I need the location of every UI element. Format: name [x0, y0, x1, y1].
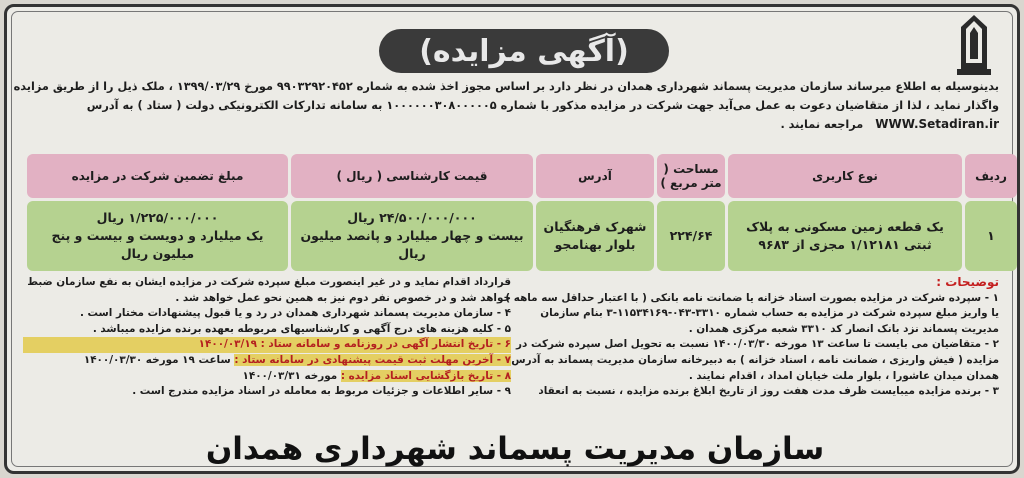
note-3: ۳ - برنده مزایده میبایست ظرف مدت هفت روز از تاریخ ابلاغ برنده مزایده ، نسبت به انعقاد	[538, 385, 999, 398]
note-8-label: ۸ - تاریخ بازگشایی اسناد مزایده :	[340, 369, 511, 382]
cell-index: ۱	[965, 201, 1017, 271]
header-deposit: مبلغ تضمین شرکت در مزایده	[27, 154, 288, 198]
cell-address: شهرک فرهنگیان بلوار بهنامجو	[536, 201, 654, 271]
note-7-label: ۷ - آخرین مهلت ثبت قیمت پیشنهادی در سامانه ستاد :	[234, 353, 511, 366]
municipality-logo-icon	[951, 13, 997, 79]
notes-column-left	[23, 275, 511, 400]
notes-title: توضیحات :	[936, 275, 999, 289]
cell-area: ۲۲۴/۶۴	[657, 201, 725, 271]
price-number: ۲۴/۵۰۰/۰۰۰/۰۰۰ ریال	[347, 210, 477, 225]
note-3-continued: قرارداد اقدام نماید و در غیر اینصورت مبلغ سپرده شرکت در مزایده ایشان به نفع سازمان ضبط خواهد شد و در خصوص نفر دوم نیز به همین نحو عمل خواهد شد .	[27, 276, 511, 304]
deposit-words: یک میلیارد و دویست و بیست و پنج میلیون ریال	[51, 228, 264, 261]
deposit-number: ۱/۲۲۵/۰۰۰/۰۰۰ ریال	[96, 210, 219, 225]
note-1: ۱ - سپرده شرکت در مزایده بصورت اسناد خزانه یا ضمانت نامه بانکی ( با اعتبار حداقل سه ماهه ) یا واریز مبلغ سپرده شرکت در مزایده به حساب شماره ۳۳۱۰-۰۴۳-۱۱۵۳۴۱۶۹-۳ بنام سازمان مدیریت پسماند نزد بانک انصار کد ۳۳۱۰ شعبه مرکزی همدان .	[505, 291, 999, 335]
note-4: ۴ - سازمان مدیریت پسماند شهرداری همدان در رد و یا قبول پیشنهادات مختار است .	[79, 307, 511, 320]
advertisement-page	[4, 4, 1020, 474]
auction-table	[24, 151, 1020, 274]
note-5: ۵ - کلیه هزینه های درج آگهی و کارشناسیهای مربوطه بعهده برنده مزایده میباشد .	[92, 322, 511, 335]
note-2: ۲ - متقاضیان می بایست تا ساعت ۱۳ مورخه ۱۴۰۰/۰۳/۳۰ نسبت به تحویل اصل سپرده شرکت در مزایده ( فیش واریزی ، ضمانت نامه ، اسناد خزانه ) به دبیرخانه سازمان مدیریت پسماند به آدرس همدان میدان عاشورا ، بلوار ملت خیابان امداد ، اقدام نمایند .	[511, 338, 999, 382]
header-area: مساحت ( متر مربع )	[657, 154, 725, 198]
price-words: بیست و چهار میلیارد و پانصد میلیون ریال	[300, 228, 524, 261]
note-6: ۶ - تاریخ انتشار آگهی در روزنامه و سامانه ستاد : ۱۴۰۰/۰۳/۱۹	[23, 337, 511, 353]
notes-column-right	[505, 275, 999, 400]
setadiran-link[interactable]: WWW.Setadiran.ir	[875, 117, 999, 131]
header-price: قیمت کارشناسی ( ریال )	[291, 154, 533, 198]
header-usage: نوع کاربری	[728, 154, 962, 198]
page-title: (آگهی مزایده)	[379, 29, 669, 73]
cell-deposit	[27, 201, 288, 271]
note-8-value: مورخه ۱۴۰۰/۰۳/۳۱	[242, 369, 338, 382]
cell-usage: یک قطعه زمین مسکونی به پلاک ثبتی ۱/۱۲۱۸۱ مجزی از ۹۶۸۳	[728, 201, 962, 271]
intro-paragraph	[9, 77, 999, 134]
note-8	[23, 369, 511, 385]
table-header-row	[27, 154, 1017, 198]
intro-text: بدینوسیله به اطلاع میرساند سازمان مدیریت پسماند شهرداری همدان در نظر دارد بر اساس مجوز اخذ شده به شماره ۹۹۰۳۲۹۲۰۴۵۲ مورخ ۱۳۹۹/۰۳/۲۹ ، ملک ذیل را از طریق مزایده واگذار نماید ، لذا از متقاضیان دعوت به عمل می‌آید جهت شرکت در مزایده مذکور با شماره ۱۰۰۰۰۰۰۳۰۸۰۰۰۰۰۵ به سامانه تدارکات الکترونیکی دولت ( ستاد ) به آدرس	[13, 80, 999, 112]
header-index: ردیف	[965, 154, 1017, 198]
note-9: ۹ - سایر اطلاعات و جزئیات مربوط به معامله در اسناد مزایده مندرج است .	[132, 385, 511, 398]
intro-after: مراجعه نمایند .	[780, 118, 864, 131]
header-address: آدرس	[536, 154, 654, 198]
table-row	[27, 201, 1017, 271]
cell-price	[291, 201, 533, 271]
note-7	[23, 353, 511, 369]
note-7-value: ساعت ۱۹ مورخه ۱۴۰۰/۰۳/۳۰	[83, 353, 231, 366]
footer-organization: سازمان مدیریت پسماند شهرداری همدان	[205, 431, 825, 467]
